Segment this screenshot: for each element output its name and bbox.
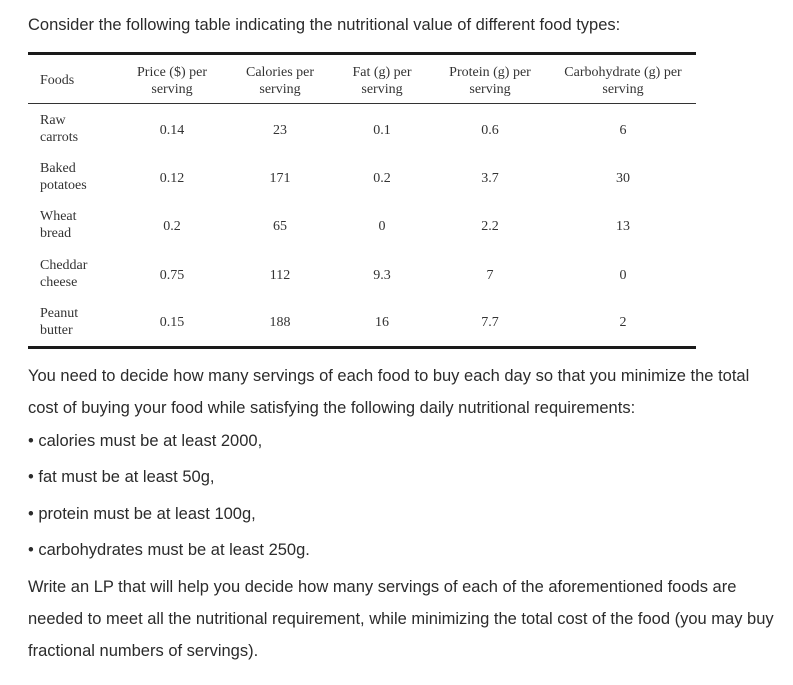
task-paragraph: Write an LP that will help you decide how many servings of each of the aforementioned foods are needed to meet all the nutritional requirement, while minimizing the total cost of the food (you may buy fractional numbers of servings). — [28, 578, 774, 660]
row-food-line2: bread — [40, 226, 72, 241]
cell-calories: 171 — [269, 171, 291, 186]
row-food-line2: butter — [40, 323, 73, 338]
row-food-line1: Wheat — [40, 209, 77, 224]
row-food — [40, 160, 110, 194]
table-bottom-rule — [28, 346, 696, 349]
row-food-line2: carrots — [40, 130, 79, 145]
row-food-line1: Peanut — [40, 306, 79, 321]
row-food — [40, 112, 110, 146]
cell-price: 0.15 — [159, 315, 185, 330]
cell-protein: 7 — [486, 268, 494, 283]
cell-fat: 0.1 — [373, 123, 391, 138]
intro-text: Consider the following table indicating the nutritional value of different food types: — [28, 16, 621, 34]
cell-fat: 16 — [375, 315, 389, 330]
cell-fat: 0.2 — [373, 171, 391, 186]
header-protein — [428, 64, 552, 98]
header-calories-line2: serving — [259, 82, 301, 97]
header-price — [110, 64, 234, 98]
bullet-fat: • fat must be at least 50g, — [28, 468, 215, 486]
cell-price: 0.14 — [159, 123, 185, 138]
requirements-paragraph: You need to decide how many servings of each food to buy each day so that you minimize the total cost of buying your food while satisfying the following daily nutritional requirements: — [28, 367, 750, 417]
cell-calories: 188 — [269, 315, 291, 330]
cell-carbs: 0 — [619, 268, 627, 283]
cell-fat: 9.3 — [373, 268, 391, 283]
header-carbs — [548, 64, 698, 98]
header-fat-line1: Fat (g) per — [352, 65, 412, 80]
header-protein-line1: Protein (g) per — [449, 65, 531, 80]
cell-calories: 65 — [273, 219, 287, 234]
cell-calories: 112 — [269, 268, 291, 283]
row-food — [40, 257, 110, 291]
cell-calories: 23 — [273, 123, 287, 138]
header-fat-line2: serving — [361, 82, 403, 97]
cell-price: 0.75 — [159, 268, 185, 283]
cell-protein: 2.2 — [481, 219, 499, 234]
cell-carbs: 2 — [619, 315, 627, 330]
row-food-line1: Baked — [40, 161, 76, 176]
table-header-rule — [28, 103, 696, 104]
cell-protein: 0.6 — [481, 123, 499, 138]
row-food — [40, 305, 110, 339]
cell-carbs: 30 — [616, 171, 630, 186]
cell-carbs: 13 — [616, 219, 630, 234]
cell-price: 0.2 — [163, 219, 181, 234]
header-fat — [320, 64, 444, 98]
cell-fat: 0 — [378, 219, 386, 234]
nutrition-table — [28, 52, 696, 349]
header-foods: Foods — [40, 73, 75, 88]
bullet-calories: • calories must be at least 2000, — [28, 432, 263, 450]
row-food-line1: Raw — [40, 113, 66, 128]
header-carbs-line1: Carbohydrate (g) per — [564, 65, 682, 80]
bullet-carbohydrates: • carbohydrates must be at least 250g. — [28, 541, 310, 559]
cell-protein: 7.7 — [481, 315, 499, 330]
header-carbs-line2: serving — [602, 82, 644, 97]
cell-price: 0.12 — [159, 171, 185, 186]
header-protein-line2: serving — [469, 82, 511, 97]
row-food-line1: Cheddar — [40, 258, 88, 273]
header-price-line2: serving — [151, 82, 193, 97]
row-food-line2: cheese — [40, 275, 78, 290]
table-top-rule — [28, 52, 696, 55]
header-price-line1: Price ($) per — [137, 65, 207, 80]
row-food-line2: potatoes — [40, 178, 87, 193]
row-food — [40, 208, 110, 242]
bullet-protein: • protein must be at least 100g, — [28, 505, 256, 523]
cell-protein: 3.7 — [481, 171, 499, 186]
header-calories-line1: Calories per — [245, 65, 315, 80]
cell-carbs: 6 — [619, 123, 627, 138]
